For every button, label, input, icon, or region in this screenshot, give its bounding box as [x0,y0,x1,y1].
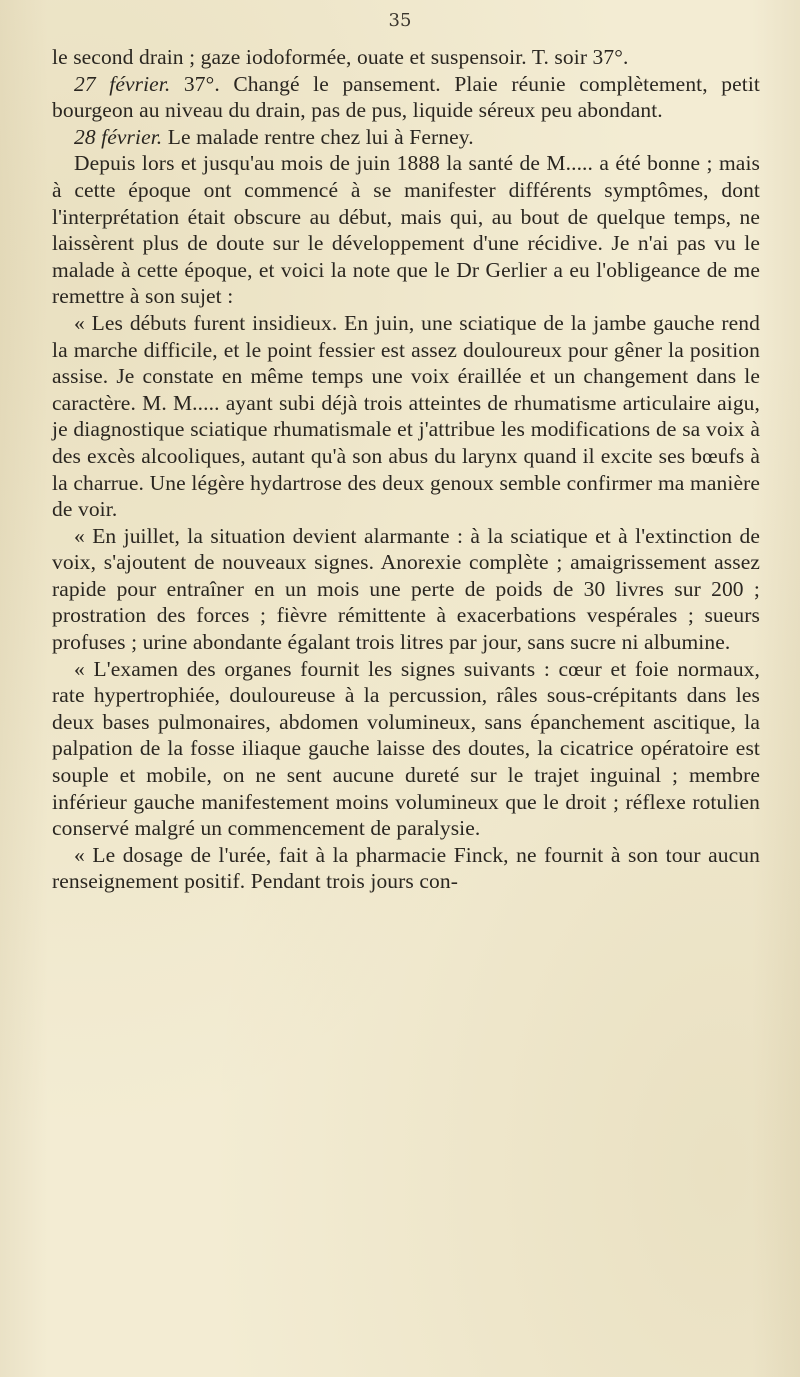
entry-date: 27 février. [74,71,171,96]
paragraph-text: Depuis lors et jusqu'au mois de juin 1888 la santé de M..... a été bonne ; mais à cette époque ont commencé à se manifester différents symptômes, dont l'interprétation était obscure au début, mais qui, au bout de quelque temps, ne laissèrent plus de doute sur le développement d'une récidive. Je n'ai pas vu le malade à cette époque, et voici la note que le Dr Gerlier a eu l'obligeance de me remettre à son sujet : [52,151,760,309]
paragraph-text: Le malade rentre chez lui à Ferney. [162,124,474,149]
paragraph-text: « Le dosage de l'urée, fait à la pharmacie Finck, ne fournit à son tour aucun renseignement positif. Pendant trois jours con- [52,842,760,894]
paragraph-quote-examen [52,656,760,842]
paragraph-text: « L'examen des organes fournit les signes suivants : cœur et foie normaux, rate hypertrophiée, douloureuse à la percussion, râles sous-crépitants dans les deux bases pulmonaires, abdomen volumineux, sans épanchement ascitique, la palpation de la fosse iliaque gauche laisse des doutes, la cicatrice opératoire est souple et mobile, on ne sent aucune dureté sur le trajet inguinal ; membre inférieur gauche manifestement moins volumineux que le droit ; réflexe rotulien conservé malgré un commencement de paralysie. [52,656,760,841]
body-text [52,44,760,895]
paragraph-text: « Les débuts furent insidieux. En juin, une sciatique de la jambe gauche rend la marche difficile, et le point fessier est assez douloureux pour gêner la position assise. Je constate en même temps une voix éraillée et un changement dans le caractère. M. M..... ayant subi déjà trois atteintes de rhumatisme articulaire aigu, je diagnostique sciatique rhumatismale et j'attribue les modifications de sa voix à des excès alcooliques, autant qu'à son abus du larynx quand il excite ses bœufs à la charrue. Une légère hydartrose des deux genoux semble confirmer ma manière de voir. [52,310,760,522]
paragraph-depuis-lors [52,150,760,310]
paragraph-text: 37°. Changé le pansement. Plaie réunie complètement, petit bourgeon au niveau du drain, pas de pus, liquide séreux peu abondant. [52,71,760,123]
paragraph-continuation [52,44,760,71]
paragraph-27-fevrier [52,71,760,124]
page-number: 35 [388,10,412,31]
paragraph-quote-juillet [52,523,760,656]
paragraph-text: le second drain ; gaze iodoformée, ouate et suspensoir. T. soir 37°. [52,45,629,69]
paragraph-quote-debuts [52,310,760,523]
paragraph-28-fevrier [52,124,760,151]
entry-date: 28 février. [74,124,163,149]
paragraph-text: « En juillet, la situation devient alarmante : à la sciatique et à l'extinction de voix, s'ajoutent de nouveaux signes. Anorexie complète ; amaigrissement assez rapide pour entraîner en un mois une perte de poids de 30 livres sur 200 ; prostration des forces ; fièvre rémittente à exacerbations vespérales ; sueurs profuses ; urine abondante égalant trois litres par jour, sans sucre ni albumine. [52,523,760,655]
paragraph-quote-dosage [52,842,760,895]
